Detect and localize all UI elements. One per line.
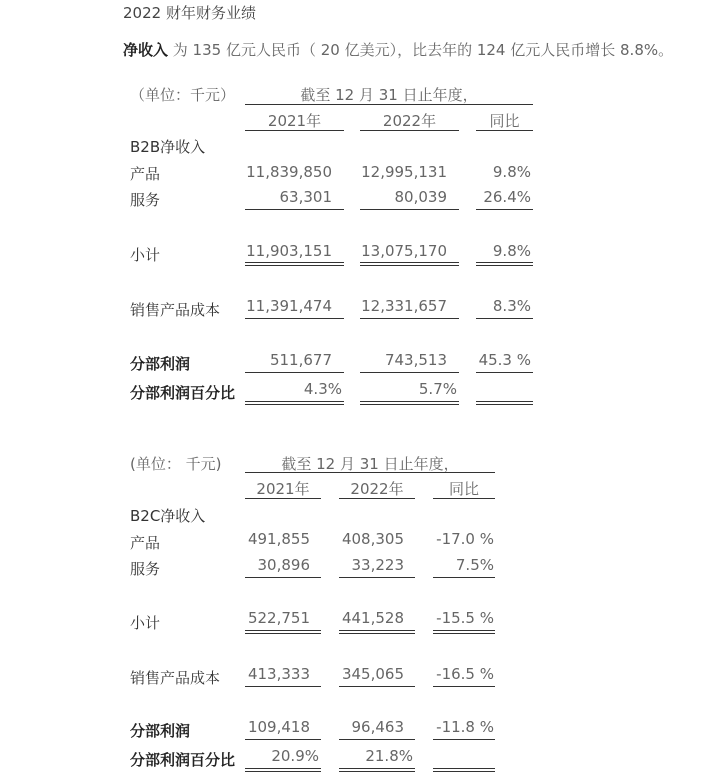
b2c-product-yoy: -17.0 % bbox=[436, 530, 494, 548]
b2b-period-header: 截至 12 月 31 日止年度， bbox=[300, 86, 478, 104]
b2b-margin-double-rule bbox=[360, 401, 459, 405]
b2b-col-rule bbox=[476, 130, 533, 131]
b2b-product-label: 产品 bbox=[130, 165, 161, 183]
b2b-margin-2021: 4.3% bbox=[303, 380, 342, 398]
b2c-profit-rule bbox=[339, 739, 415, 740]
b2b-service-yoy: 26.4% bbox=[483, 188, 531, 206]
b2c-service-rule bbox=[433, 577, 495, 578]
b2c-profit-rule bbox=[245, 739, 321, 740]
b2c-subtotal-double-rule bbox=[433, 630, 495, 634]
b2b-service-rule bbox=[476, 209, 533, 210]
b2c-period-header: 截至 12 月 31 日止年度， bbox=[281, 455, 459, 473]
b2c-col-rule bbox=[245, 498, 321, 499]
b2b-service-2021: 63,301 bbox=[279, 188, 332, 206]
b2b-subtotal-double-rule bbox=[360, 262, 459, 266]
b2c-cogs-2021: 413,333 bbox=[247, 665, 310, 683]
b2b-service-label: 服务 bbox=[130, 191, 161, 209]
b2c-service-label: 服务 bbox=[130, 560, 161, 578]
b2c-profit-yoy: -11.8 % bbox=[436, 718, 494, 736]
b2b-cogs-rule bbox=[360, 318, 459, 319]
b2c-margin-2021: 20.9% bbox=[271, 747, 319, 765]
b2b-product-2021: 11,839,850 bbox=[246, 163, 332, 181]
b2c-col-2021: 2021年 bbox=[256, 480, 310, 498]
b2c-subtotal-label: 小计 bbox=[130, 614, 161, 632]
b2c-unit-label: (单位： 千元) bbox=[130, 455, 222, 473]
b2c-col-2022: 2022年 bbox=[350, 480, 404, 498]
b2b-cogs-2022: 12,331,657 bbox=[361, 297, 447, 315]
b2b-subtotal-label: 小计 bbox=[130, 246, 161, 264]
summary-paragraph bbox=[123, 39, 673, 60]
b2c-subtotal-double-rule bbox=[245, 630, 321, 634]
b2c-cogs-rule bbox=[433, 686, 495, 687]
b2b-subtotal-double-rule bbox=[476, 262, 533, 266]
b2c-subtotal-2022: 441,528 bbox=[341, 609, 404, 627]
b2b-cogs-yoy: 8.3% bbox=[492, 297, 531, 315]
b2b-service-2022: 80,039 bbox=[394, 188, 447, 206]
b2b-col-rule bbox=[360, 130, 459, 131]
b2c-service-2022: 33,223 bbox=[351, 556, 404, 574]
b2b-service-rule bbox=[360, 209, 459, 210]
b2c-product-label: 产品 bbox=[130, 534, 161, 552]
b2b-cogs-rule bbox=[245, 318, 344, 319]
b2b-cogs-2021: 11,391,474 bbox=[246, 297, 332, 315]
b2c-profit-label: 分部利润 bbox=[130, 722, 191, 740]
b2b-cogs-label: 销售产品成本 bbox=[130, 301, 221, 319]
b2b-profit-rule bbox=[245, 372, 344, 373]
b2c-service-rule bbox=[245, 577, 321, 578]
b2c-cogs-yoy: -16.5 % bbox=[436, 665, 494, 683]
b2c-margin-2022: 21.8% bbox=[365, 747, 413, 765]
b2c-period-underline bbox=[245, 472, 495, 473]
b2c-cogs-rule bbox=[245, 686, 321, 687]
b2c-margin-double-rule bbox=[433, 768, 495, 772]
b2c-margin-double-rule bbox=[339, 768, 415, 772]
b2c-col-rule bbox=[433, 498, 495, 499]
b2b-profit-rule bbox=[476, 372, 533, 373]
b2c-section-title: B2C净收入 bbox=[130, 507, 206, 525]
b2b-margin-label: 分部利润百分比 bbox=[130, 384, 236, 402]
summary-prefix: 净收入 bbox=[123, 41, 169, 59]
b2b-profit-2021: 511,677 bbox=[269, 351, 332, 369]
b2c-subtotal-2021: 522,751 bbox=[247, 609, 310, 627]
b2b-col-2021: 2021年 bbox=[267, 112, 322, 130]
b2b-subtotal-2021: 11,903,151 bbox=[246, 242, 332, 260]
b2b-subtotal-double-rule bbox=[245, 262, 344, 266]
b2c-cogs-label: 销售产品成本 bbox=[130, 669, 221, 687]
page-heading: 2022 财年财务业绩 bbox=[123, 4, 256, 22]
b2b-margin-2022: 5.7% bbox=[418, 380, 457, 398]
b2c-profit-2021: 109,418 bbox=[247, 718, 310, 736]
b2b-cogs-rule bbox=[476, 318, 533, 319]
b2c-col-yoy: 同比 bbox=[448, 480, 479, 498]
b2c-cogs-2022: 345,065 bbox=[341, 665, 404, 683]
b2c-service-rule bbox=[339, 577, 415, 578]
b2c-subtotal-yoy: -15.5 % bbox=[436, 609, 494, 627]
b2c-service-2021: 30,896 bbox=[257, 556, 310, 574]
b2b-col-rule bbox=[245, 130, 344, 131]
b2b-subtotal-2022: 13,075,170 bbox=[361, 242, 447, 260]
summary-text: 为 135 亿元人民币（ 20 亿美元），比去年的 124 亿元人民币增长 8.8%。 bbox=[168, 41, 674, 59]
b2b-subtotal-yoy: 9.8% bbox=[492, 242, 531, 260]
b2b-profit-2022: 743,513 bbox=[384, 351, 447, 369]
b2c-subtotal-double-rule bbox=[339, 630, 415, 634]
b2c-product-2022: 408,305 bbox=[341, 530, 404, 548]
b2b-service-rule bbox=[245, 209, 344, 210]
b2b-product-2022: 12,995,131 bbox=[361, 163, 447, 181]
b2c-col-rule bbox=[339, 498, 415, 499]
b2b-period-underline bbox=[245, 104, 533, 105]
b2c-margin-double-rule bbox=[245, 768, 321, 772]
b2c-product-2021: 491,855 bbox=[247, 530, 310, 548]
b2b-col-2022: 2022年 bbox=[382, 112, 437, 130]
b2b-profit-label: 分部利润 bbox=[130, 355, 191, 373]
b2c-profit-2022: 96,463 bbox=[351, 718, 404, 736]
b2b-section-title: B2B净收入 bbox=[130, 138, 206, 156]
b2b-margin-double-rule bbox=[245, 401, 344, 405]
b2b-product-yoy: 9.8% bbox=[492, 163, 531, 181]
b2b-unit-label: （单位：千元） bbox=[130, 86, 236, 104]
b2c-margin-label: 分部利润百分比 bbox=[130, 751, 236, 769]
b2b-profit-rule bbox=[360, 372, 459, 373]
b2b-profit-yoy: 45.3 % bbox=[478, 351, 531, 369]
b2c-service-yoy: 7.5% bbox=[455, 556, 494, 574]
b2c-cogs-rule bbox=[339, 686, 415, 687]
b2b-margin-double-rule bbox=[476, 401, 533, 405]
b2c-profit-rule bbox=[433, 739, 495, 740]
b2b-col-yoy: 同比 bbox=[489, 112, 520, 130]
